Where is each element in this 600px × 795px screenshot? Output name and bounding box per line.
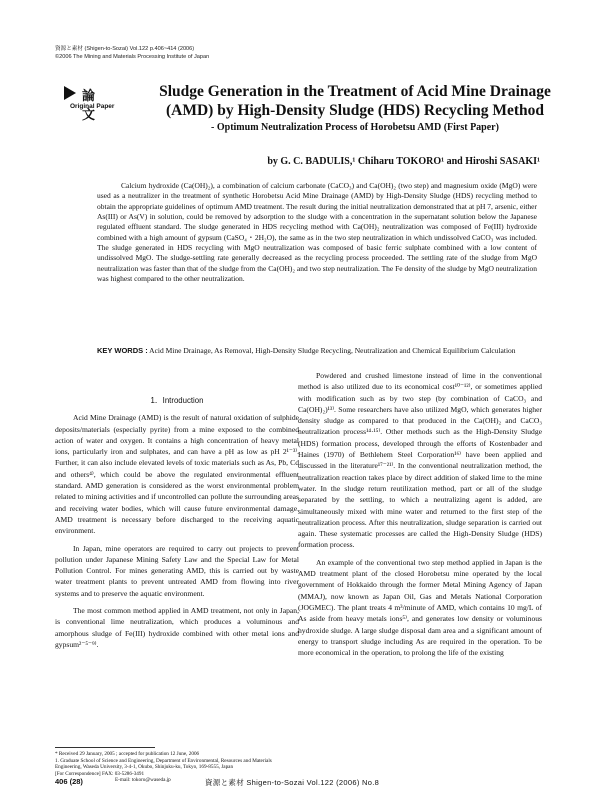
- footnote-divider: [55, 747, 155, 748]
- paragraph: In Japan, mine operators are required to carry out projects to prevent pollution under Japanese Mining Safety Law and the Special Law for Metal Pollution Control. For mines generating AMD, this is carried out by waste water treatment plants to prevent untreated AMD from flowing into river systems and to preserve the aquatic environment.: [55, 543, 299, 598]
- paragraph: Acid Mine Drainage (AMD) is the result of natural oxidation of sulphide deposits/materials (especially pyrite) from a mine exposed to the combined action of water and oxygen. It contains a high concentration of heavy metal ions, particularly iron and sulphates, and can have a pH as low as pH 2¹⁻³⁾. Further, it can also include elevated levels of toxic materials such as As, Pb, Cd and others⁴⁾, which could be above the regulated environmental effluent standard. AMD generation is considered as the worst environmental problem related to mining activities and if uncontrolled can pollute the surrounding areas and receiving water bodies, which will cause future environmental damage. AMD treatment is necessary before discharged to the receiving aquatic environment.: [55, 413, 299, 536]
- right-column: [298, 370, 542, 658]
- left-column: [55, 395, 299, 650]
- title-line-1: Sludge Generation in the Treatment of Acid Mine Drainage: [159, 83, 551, 100]
- paragraph: Powdered and crushed limestone instead of lime in the conventional method is also utilized due to its economical cost¹⁰⁻¹²⁾, or sometimes applied with modification such as by two step (by combination of CaCO₃ and Ca(OH)₂)¹³⁾. Some researchers have also utilized MgO, which generates higher density sludge as compared to that produced in the Ca(OH)₂ and CaCO₃ neutralization process¹⁴·¹⁵⁾. Other methods such as the High-Density Sludge (HDS) formation process, developed through the efforts of Kostenbader and Haines (1970) of Bethlehem Steel Corporation¹⁶⁾ have been applied and discussed in the literature¹⁷⁻²¹⁾. In the conventional neutralization method, the neutralization reaction takes place by direct addition of slaked lime to the mine water. In the sludge return reutilization method, part or all of the sludge separated by the settling, to which a neutralizing agent is added, are simultaneously mixed with mine water and returned to the first step of the neutralization process. After this neutralization, sludge separation is carried out again. These systematic processes are called the High-Density Sludge (HDS) formation process.: [298, 371, 542, 550]
- author-list: by G. C. BADULIS,¹ Chiharu TOKORO¹ and Hiroshi SASAKI¹: [267, 156, 540, 167]
- paper-subtitle: - Optimum Neutralization Process of Horobetsu AMD (First Paper): [211, 122, 499, 133]
- paragraph: The most common method applied in AMD treatment, not only in Japan, is conventional lime neutralization, which produces a voluminous and amorphous sludge of Fe(III) hydroxide combined with other metal ions and gypsum²⁻⁵⁻⁹⁾.: [55, 606, 299, 649]
- badge-english-label: Original Paper: [70, 103, 115, 110]
- paper-title: [150, 82, 560, 120]
- keywords-values: Acid Mine Drainage, As Removal, High-Density Sludge Recycling, Neutralization and Chemical Equilibrium Calculation: [149, 346, 516, 355]
- journal-citation: [55, 45, 209, 61]
- affiliation-note: 1. Graduate School of Science and Engineering, Department of Environmental, Resources and Materials Engineering, Waseda University, 3-4-1, Okubo, Shinjuku-ku, Tokyo, 169-8555, Japan: [55, 757, 272, 771]
- paragraph: An example of the conventional two step method applied in Japan is the AMD treatment plant of the closed Horobetsu mine operated by the local government of Hokkaido through the former Metal Mining Agency of Japan (MMAJ), now known as Japan Oil, Gas and Metals National Corporation (JOGMEC). The plant treats 4 m³/minute of AMD, which contains 10 mg/L of As aside from heavy metals ions⁵⁾, and generates low density or voluminous hydroxide sludge. A large sludge disposal dam area and a significant amount of energy to transport sludge including As are required in the operation. To be more economical in the operation, to prolong the life of the existing: [298, 557, 542, 658]
- received-note: * Received 29 January, 2005 ; accepted for publication 12 June, 2006: [55, 751, 200, 757]
- email-note: E-mail: tokoro@waseda.jp: [115, 777, 171, 784]
- badge-triangle-icon: [64, 86, 76, 100]
- correspondence-note: [For Correspondence] FAX: 03-5286-3491: [55, 770, 145, 777]
- section-heading: 1．Introduction: [150, 396, 204, 405]
- keywords: [97, 346, 537, 356]
- citation-line: 資源と素材 (Shigen-to-Sozai) Vol.122 p.406~414 (2006): [55, 46, 195, 52]
- title-line-2: (AMD) by High-Density Sludge (HDS) Recycling Method: [165, 102, 545, 119]
- copyright-line: ©2006 The Mining and Materials Processing Institute of Japan: [55, 54, 210, 60]
- keywords-label: KEY WORDS :: [97, 346, 148, 355]
- page-number: 406 (28): [55, 777, 83, 786]
- journal-footer: 資源と素材 Shigen-to-Sozai Vol.122 (2006) No.8: [205, 778, 380, 787]
- paper-type-badge: [64, 85, 116, 123]
- abstract: Calcium hydroxide (Ca(OH)₂), a combination of calcium carbonate (CaCO₃) and Ca(OH)₂ (two step) and magnesium oxide (MgO) were used as a neutralizer in the treatment of synthetic Horobetsu Acid Mine Drainage (AMD) by High-Density Sludge (HDS) recycling method to obtain the appropriate guidelines of optimum AMD treatment. The result during the initial neutralization demonstrated that at pH 7, arsenic, either As(III) or As(V) in solution, could be removed by adsorption to the sludge with a concentration in the supernatant solution below the Japanese regulated effluent standard. The sludge generated in HDS recycling method with Ca(OH)₂ neutralization was composed of Fe(III) hydroxide combined with a high amount of gypsum (CaSO₄・2H₂O), the same as in the two step neutralization in which undissolved CaCO₃ was included. The sludge generated in HDS recycling with MgO neutralization was composed of basic ferric sulphate combined with a low content of undissolved MgO. The sludge-settling rate generally decreased as the recycling process proceeded. The settling rate of the sludge from MgO neutralization was faster than that of the sludge from the Ca(OH)₂ and two step neutralization. The Fe density of the sludge by MgO neutralization was highest compared to the other neutralization.: [97, 181, 537, 284]
- badge-japanese-label: 論 文: [82, 89, 101, 123]
